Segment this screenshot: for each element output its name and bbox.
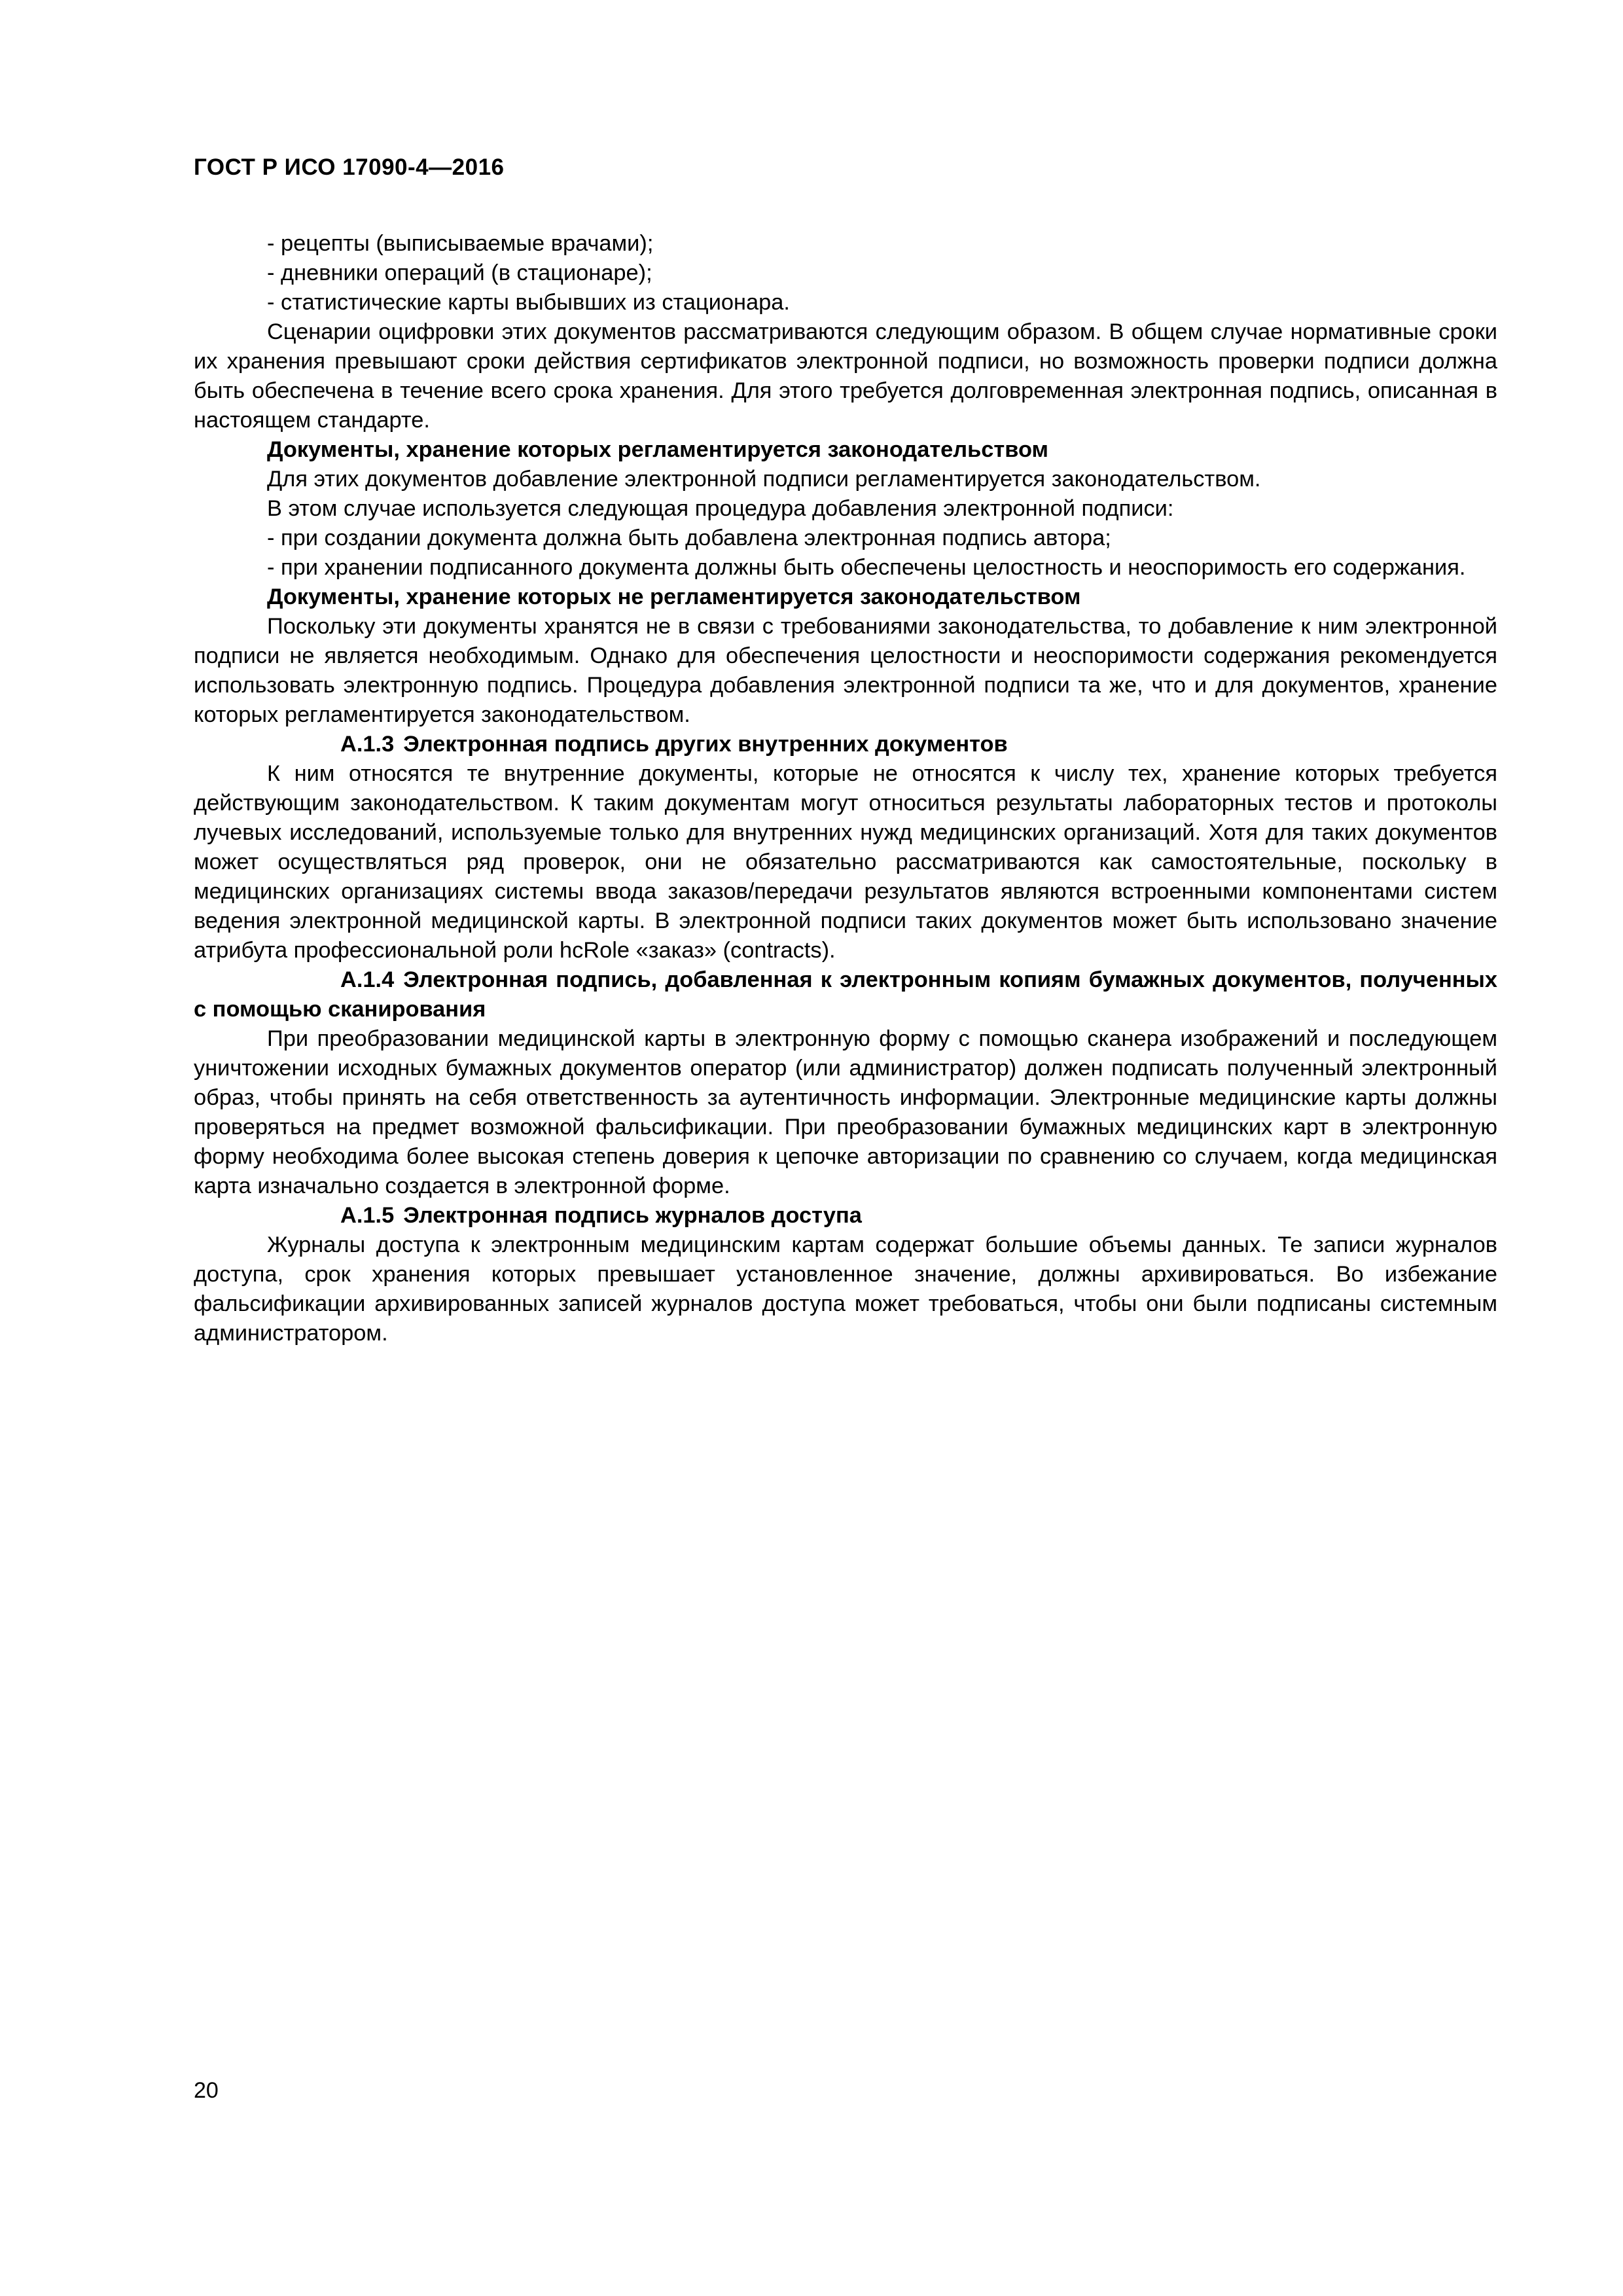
section-title-a15: Электронная подпись журналов доступа <box>403 1203 862 1228</box>
page-number: 20 <box>194 2078 219 2103</box>
list-item-statistical-cards: - статистические карты выбывших из стационара. <box>267 290 790 315</box>
paragraph-regulated-1: Для этих документов добавление электронной подписи регламентируется законодательством. <box>267 467 1261 492</box>
section-title-a14: Электронная подпись, добавленная к электронным копиям бумажных документов, полученных с помощью сканирования <box>194 967 1497 1022</box>
heading-section-a13 <box>194 730 1497 759</box>
section-number-a13: А.1.3 <box>340 732 395 757</box>
section-number-a15: А.1.5 <box>340 1203 395 1228</box>
heading-section-a15 <box>194 1201 1497 1230</box>
paragraph-a13: К ним относятся те внутренние документы, которые не относятся к числу тех, хранение которых требуется действующим законодательством. К таким документам могут относиться результаты лабораторных тестов и протоколы лучевых исследований, используемые только для внутренних нужд медицинских организаций. Хотя для таких документов может осуществляться ряд проверок, они не обязательно рассматриваются как самостоятельные, поскольку в медицинских организациях системы ввода заказов/передачи результатов являются встроенными компонентами систем ведения электронной медицинской карты. В электронной подписи таких документов может быть использовано значение атрибута профессиональной роли hcRole «заказ» (contracts). <box>194 761 1497 963</box>
heading-section-a14 <box>194 965 1497 1024</box>
section-title-a13: Электронная подпись других внутренних документов <box>403 732 1008 757</box>
document-standard-code: ГОСТ Р ИСО 17090-4—2016 <box>194 154 505 180</box>
paragraph-regulated-3: - при создании документа должна быть добавлена электронная подпись автора; <box>267 526 1111 550</box>
list-item-recipes: - рецепты (выписываемые врачами); <box>267 231 654 256</box>
paragraph-regulated-4: - при хранении подписанного документа должны быть обеспечены целостность и неоспоримость его содержания. <box>267 555 1466 580</box>
section-number-a14: А.1.4 <box>340 967 395 992</box>
document-body <box>194 229 1497 1348</box>
paragraph-not-regulated: Поскольку эти документы хранятся не в связи с требованиями законодательства, то добавление к ним электронной подписи не является необходимым. Однако для обеспечения целостности и неоспоримости содержания рекомендуется использовать электронную подпись. Процедура добавления электронной подписи та же, что и для документов, хранение которых регламентируется законодательством. <box>194 614 1497 727</box>
paragraph-digitization-scenarios: Сценарии оцифровки этих документов рассматриваются следующим образом. В общем случае нормативные сроки их хранения превышают сроки действия сертификатов электронной подписи, но возможность проверки подписи должна быть обеспечена в течение всего срока хранения. Для этого требуется долговременная электронная подпись, описанная в настоящем стандарте. <box>194 319 1497 433</box>
heading-not-regulated-documents: Документы, хранение которых не регламентируется законодательством <box>267 584 1081 609</box>
paragraph-a15: Журналы доступа к электронным медицинским картам содержат большие объемы данных. Те записи журналов доступа, срок хранения которых превышает установленное значение, должны архивироваться. Во избежание фальсификации архивированных записей журналов доступа может требоваться, чтобы они были подписаны системным администратором. <box>194 1232 1497 1346</box>
heading-regulated-documents: Документы, хранение которых регламентируется законодательством <box>267 437 1048 462</box>
list-item-operation-journals: - дневники операций (в стационаре); <box>267 260 652 285</box>
paragraph-regulated-2: В этом случае используется следующая процедура добавления электронной подписи: <box>267 496 1174 521</box>
paragraph-a14: При преобразовании медицинской карты в электронную форму с помощью сканера изображений и последующем уничтожении исходных бумажных документов оператор (или администратор) должен подписать полученный электронный образ, чтобы принять на себя ответственность за аутентичность информации. Электронные медицинские карты должны проверяться на предмет возможной фальсификации. При преобразовании бумажных медицинских карт в электронную форму необходима более высокая степень доверия к цепочке авторизации по сравнению со случаем, когда медицинская карта изначально создается в электронной форме. <box>194 1026 1497 1198</box>
